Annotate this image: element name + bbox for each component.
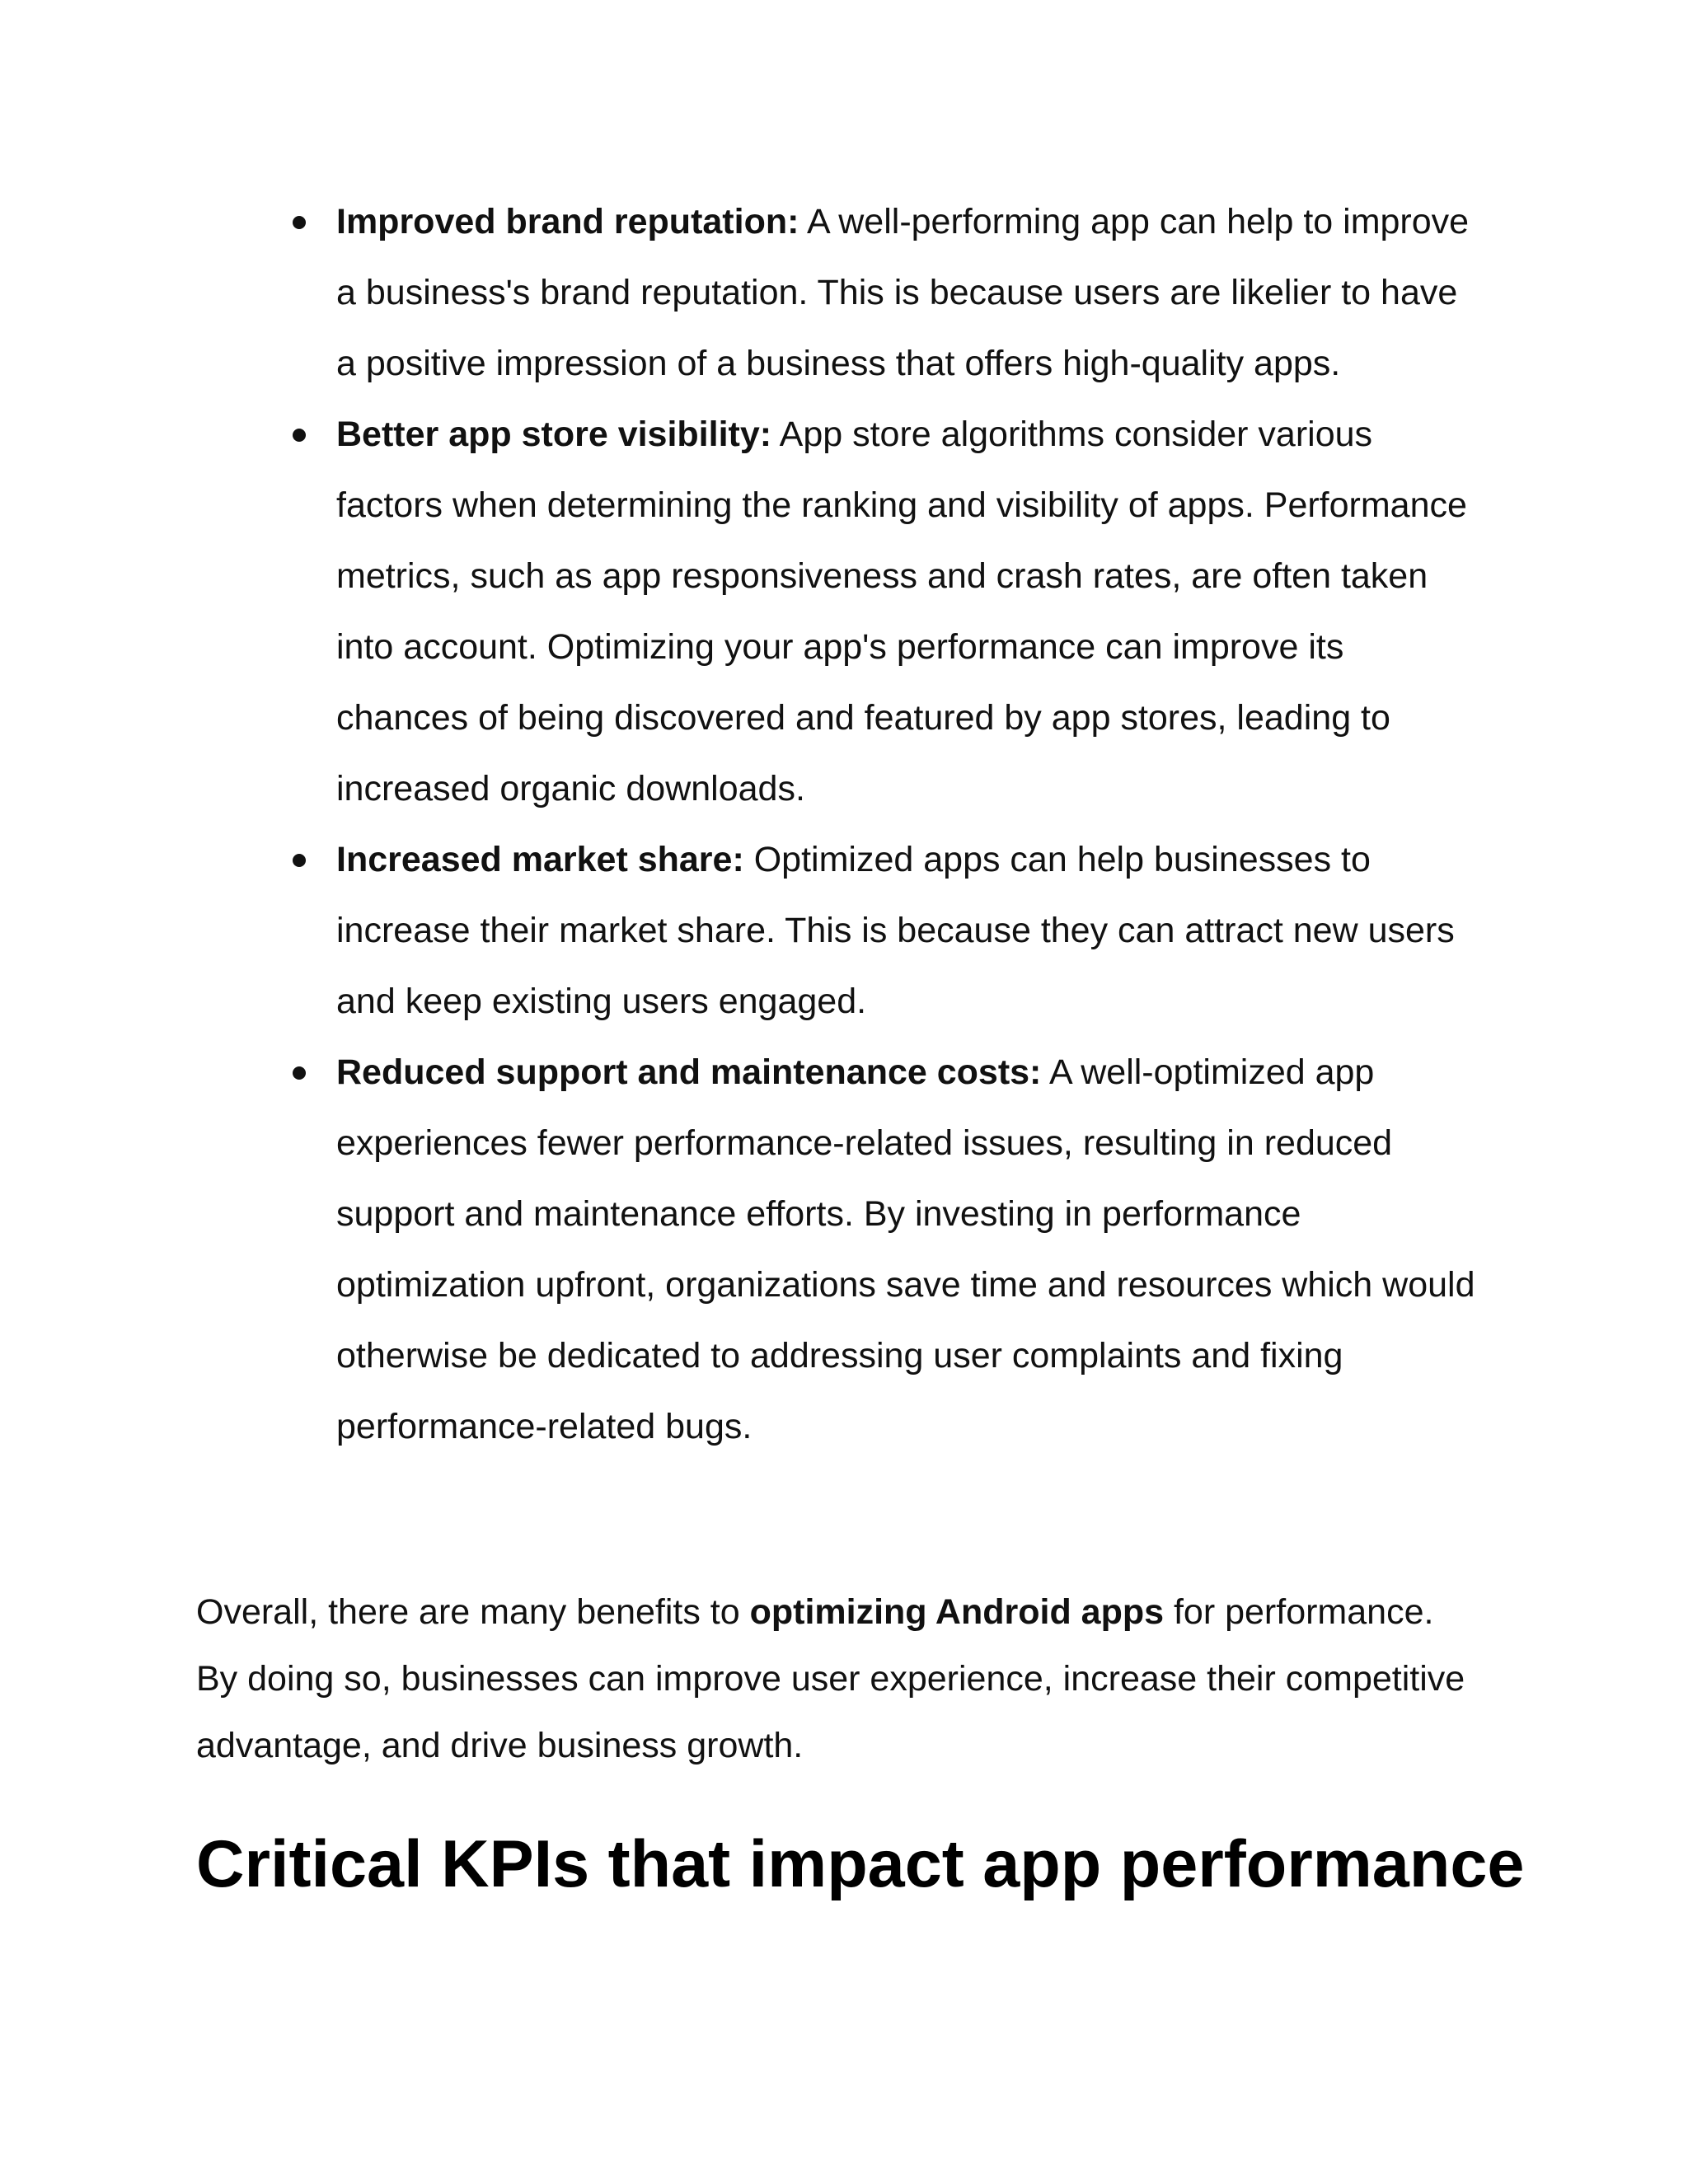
bullet-term: Reduced support and maintenance costs:	[336, 1052, 1042, 1092]
bullet-item-support-costs	[284, 1037, 1479, 1462]
bullet-description: App store algorithms consider various factors when determining the ranking and visibility of apps. Performance metrics, such as app responsiveness and crash rates, are often taken into account. Optimizing your app's performance can improve its chances of being discovered and featured by app stores, leading to increased organic downloads.	[336, 415, 1467, 808]
summary-text-start: Overall, there are many benefits to	[196, 1592, 750, 1632]
bullet-text	[336, 186, 1479, 399]
bullet-term: Better app store visibility:	[336, 415, 772, 454]
bullet-dot-icon	[293, 1066, 306, 1080]
benefits-bullet-list	[284, 186, 1479, 1462]
summary-paragraph	[196, 1579, 1482, 1779]
summary-bold-phrase: optimizing Android apps	[749, 1592, 1165, 1632]
bullet-dot-icon	[293, 216, 306, 229]
bullet-term: Improved brand reputation:	[336, 202, 799, 241]
bullet-description: Optimized apps can help businesses to increase their market share. This is because they can attract new users and keep existing users engaged.	[336, 840, 1455, 1021]
bullet-item-market-share	[284, 824, 1479, 1037]
bullet-description: A well-optimized app experiences fewer performance-related issues, resulting in reduced support and maintenance efforts. By investing in performance optimization upfront, organizations save time and resources which would otherwise be dedicated to addressing user complaints and fixing performance-related bugs.	[336, 1052, 1475, 1446]
summary-text-end: for performance. By doing so, businesses can improve user experience, increase their competitive advantage, and drive business growth.	[196, 1592, 1465, 1765]
bullet-dot-icon	[293, 429, 306, 442]
bullet-term: Increased market share:	[336, 840, 744, 879]
bullet-text	[336, 399, 1479, 824]
bullet-item-brand-reputation	[284, 186, 1479, 399]
bullet-item-app-store-visibility	[284, 399, 1479, 824]
section-heading: Critical KPIs that impact app performance	[196, 1827, 1525, 1901]
bullet-dot-icon	[293, 854, 306, 867]
bullet-text	[336, 824, 1479, 1037]
bullet-description: A well-performing app can help to improve a business's brand reputation. This is because users are likelier to have a positive impression of a business that offers high-quality apps.	[336, 202, 1470, 383]
bullet-text	[336, 1037, 1479, 1462]
